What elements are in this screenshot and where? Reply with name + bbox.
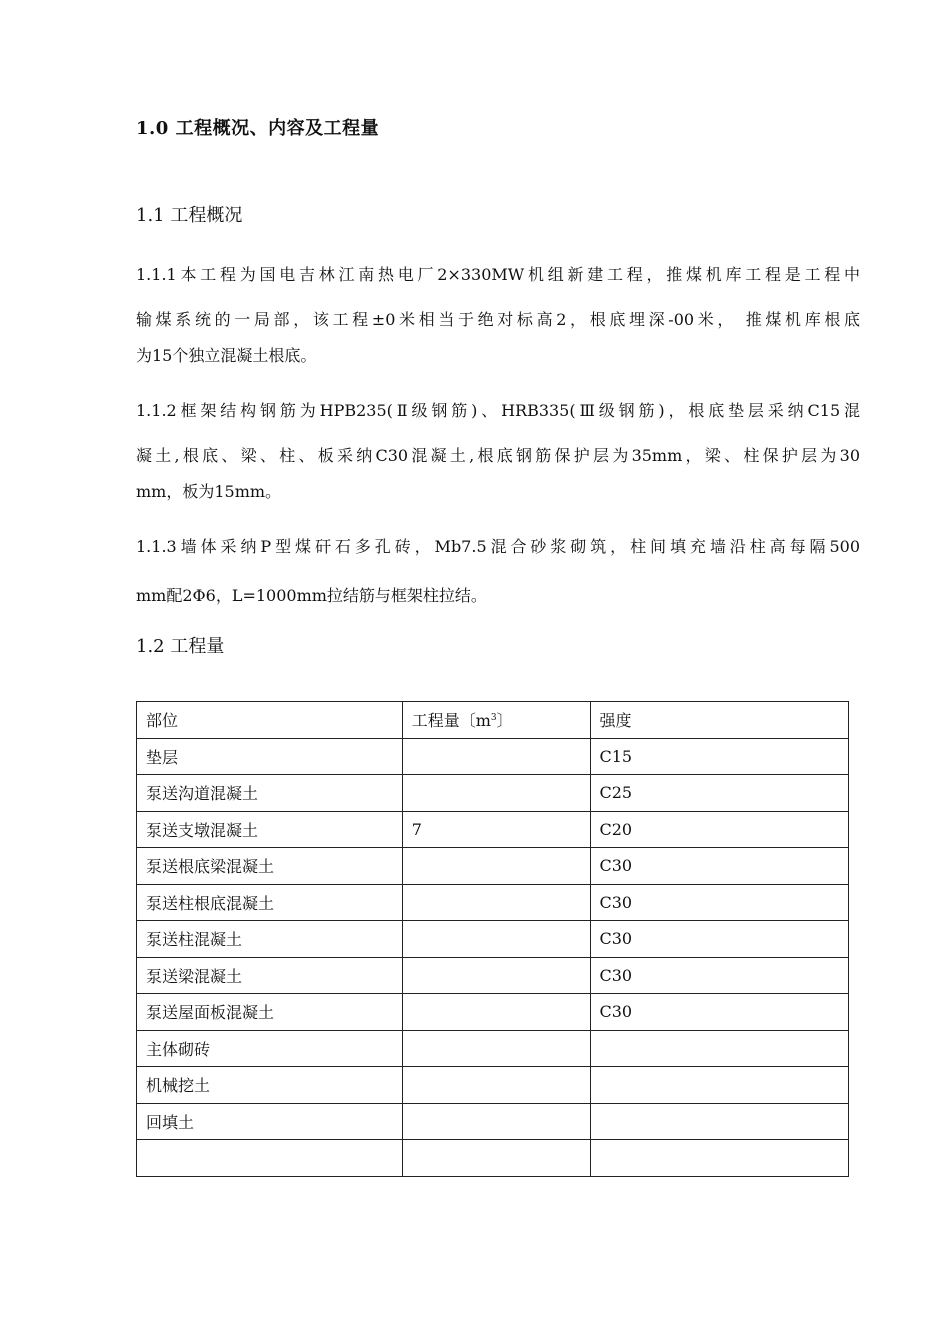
table-cell-part: 泵送柱根底混凝土 [137,884,403,921]
table-cell-qty: 7 [402,811,590,848]
paragraph-line: mm，板为15mm。 [136,482,282,501]
header-cell-quantity [402,702,590,739]
table-cell-part: 泵送屋面板混凝土 [137,994,403,1031]
table-cell-qty [402,1103,590,1140]
table-cell-qty [402,957,590,994]
table-cell-part: 机械挖土 [137,1067,403,1104]
table-cell-qty [402,1140,590,1177]
table-cell-part: 垫层 [137,738,403,775]
table-row [137,1103,849,1140]
paragraph-line: 1.1.1本工程为国电吉林江南热电厂2×330MW机组新建工程，推煤机库工程是工程中 [136,265,860,284]
table-cell-strength: C25 [590,775,849,812]
paragraph-line: 输煤系统的一局部，该工程±0米相当于绝对标高2，根底埋深-00米， 推煤机库根底 [136,310,860,329]
table-row [137,1030,849,1067]
table-cell-strength: C30 [590,994,849,1031]
table-header-row [137,702,849,739]
table-row [137,811,849,848]
table-cell-qty [402,775,590,812]
table-row [137,921,849,958]
table-cell-strength: C30 [590,884,849,921]
table-cell-qty [402,1030,590,1067]
table-cell-qty [402,1067,590,1104]
paragraph-1-1-2 [136,393,860,510]
paragraph-line: 1.1.3墙体采纳P型煤矸石多孔砖，Mb7.5混合砂浆砌筑，柱间填充墙沿柱高每隔500 [136,537,860,556]
table-row [137,884,849,921]
table-cell-part: 主体砌砖 [137,1030,403,1067]
unit-superscript: 3 [490,713,497,724]
paragraph-line: mm配2Φ6，L=1000mm拉结筋与框架柱拉结。 [136,586,487,605]
table-cell-qty [402,994,590,1031]
table-row [137,1140,849,1177]
main-heading: 1.0 工程概况、内容及工程量 [136,118,380,139]
paragraph-line: 1.1.2框架结构钢筋为HPB235(Ⅱ级钢筋)、HRB335(Ⅲ级钢筋)，根底垫层采纳C15混 [136,401,860,420]
paragraph-1-1-1 [136,257,860,374]
table-row [137,738,849,775]
quantity-table [136,701,849,1177]
table-row [137,957,849,994]
table-cell-strength: C15 [590,738,849,775]
table-cell-strength: C30 [590,921,849,958]
table-cell-part: 泵送沟道混凝土 [137,775,403,812]
paragraph-1-1-3 [136,529,860,614]
table-row [137,1067,849,1104]
table-cell-strength: C20 [590,811,849,848]
table-cell-strength [590,1103,849,1140]
section-heading-1-1: 1.1 工程概况 [136,205,243,226]
table-cell-strength [590,1067,849,1104]
table-row [137,775,849,812]
table-row [137,848,849,885]
header-cell-part: 部位 [137,702,403,739]
header-quantity-close: 〕 [496,711,513,731]
table-cell-part: 泵送柱混凝土 [137,921,403,958]
table-cell-qty [402,884,590,921]
section-heading-1-2: 1.2 工程量 [136,636,225,657]
table-cell-part [137,1140,403,1177]
table-cell-part: 泵送支墩混凝土 [137,811,403,848]
table-cell-qty [402,738,590,775]
table-cell-part: 泵送梁混凝土 [137,957,403,994]
table-cell-qty [402,848,590,885]
table-row [137,994,849,1031]
table-cell-qty [402,921,590,958]
table-cell-part: 回填土 [137,1103,403,1140]
table-cell-strength: C30 [590,957,849,994]
paragraph-line: 为15个独立混凝土根底。 [136,346,317,365]
table-cell-strength: C30 [590,848,849,885]
table-cell-part: 泵送根底梁混凝土 [137,848,403,885]
header-quantity-label: 工程量〔m [411,711,491,731]
table-cell-strength [590,1030,849,1067]
table-cell-strength [590,1140,849,1177]
header-cell-strength: 强度 [590,702,849,739]
paragraph-line: 凝土,根底、梁、柱、板采纳C30混凝土,根底钢筋保护层为35mm，梁、柱保护层为30 [136,446,860,465]
